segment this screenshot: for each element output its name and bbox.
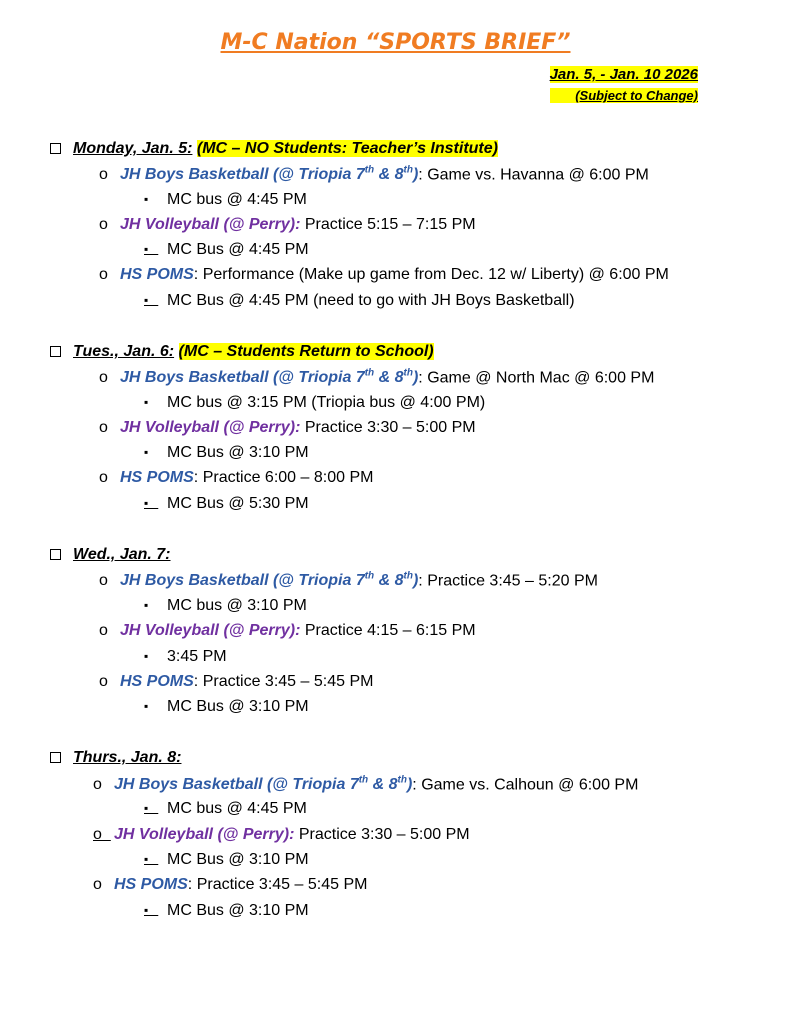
list-item: o HS POMS: Performance (Make up game from Dec. 12 w/ Liberty) @ 6:00 PM <box>99 266 669 283</box>
page-title: M-C Nation “SPORTS BRIEF” <box>220 30 571 55</box>
list-item: o JH Volleyball (@ Perry): Practice 4:15 – 6:15 PM <box>99 622 476 639</box>
square-bullet-icon: ▪ <box>144 242 159 256</box>
sub-item: ▪ MC Bus @ 5:30 PM <box>144 495 309 512</box>
list-item: o HS POMS: Practice 6:00 – 8:00 PM <box>99 469 374 486</box>
checkbox-bullet-icon <box>50 346 61 357</box>
square-bullet-icon: ▪ <box>144 903 159 917</box>
list-item: o JH Boys Basketball (@ Triopia 7th & 8th): Game @ North Mac @ 6:00 PM <box>99 368 655 387</box>
checkbox-bullet-icon <box>50 549 61 560</box>
sub-item: ▪ MC Bus @ 3:10 PM <box>144 698 309 715</box>
square-bullet-icon: ▪ <box>144 649 149 663</box>
checkbox-bullet-icon <box>50 143 61 154</box>
sub-item: ▪ MC bus @ 4:45 PM <box>144 191 307 208</box>
list-item: o JH Volleyball (@ Perry): Practice 5:15 – 7:15 PM <box>99 216 476 233</box>
day-note: (MC – Students Return to School) <box>178 343 434 360</box>
day-note: (MC – NO Students: Teacher’s Institute) <box>196 140 498 157</box>
list-item: o JH Volleyball (@ Perry): Practice 3:30 – 5:00 PM <box>93 826 470 843</box>
sub-item: ▪ MC Bus @ 4:45 PM (need to go with JH Boys Basketball) <box>144 292 575 309</box>
sub-item: ▪ MC Bus @ 4:45 PM <box>144 241 309 258</box>
sub-item: ▪ MC bus @ 3:10 PM <box>144 597 307 614</box>
square-bullet-icon: ▪ <box>144 496 159 510</box>
checkbox-bullet-icon <box>50 752 61 763</box>
square-bullet-icon: ▪ <box>144 852 159 866</box>
square-bullet-icon: ▪ <box>144 445 149 459</box>
list-item: o JH Boys Basketball (@ Triopia 7th & 8th): Game vs. Calhoun @ 6:00 PM <box>93 775 639 794</box>
subject-note: (Subject to Change) <box>575 88 698 103</box>
square-bullet-icon: ▪ <box>144 699 149 713</box>
square-bullet-icon: ▪ <box>144 801 159 815</box>
date-range: Jan. 5, - Jan. 10 2026 <box>549 66 698 83</box>
list-item: o JH Boys Basketball (@ Triopia 7th & 8th): Game vs. Havanna @ 6:00 PM <box>99 165 649 184</box>
list-item: o HS POMS: Practice 3:45 – 5:45 PM <box>99 673 374 690</box>
date-block <box>550 66 698 103</box>
square-bullet-icon: ▪ <box>144 293 159 307</box>
square-bullet-icon: ▪ <box>144 192 149 206</box>
sub-item: ▪ 3:45 PM <box>144 648 227 665</box>
list-item: o HS POMS: Practice 3:45 – 5:45 PM <box>93 876 368 893</box>
sub-item: ▪ MC bus @ 4:45 PM <box>144 800 307 817</box>
sub-item: ▪ MC Bus @ 3:10 PM <box>144 902 309 919</box>
day-heading-thursday: Thurs., Jan. 8: <box>50 749 181 767</box>
sub-item: ▪ MC Bus @ 3:10 PM <box>144 444 309 461</box>
day-heading-tuesday: Tues., Jan. 6: (MC – Students Return to School) <box>50 343 434 361</box>
sub-item: ▪ MC Bus @ 3:10 PM <box>144 851 309 868</box>
day-heading-monday: Monday, Jan. 5: (MC – NO Students: Teacher’s Institute) <box>50 140 498 158</box>
sub-item: ▪ MC bus @ 3:15 PM (Triopia bus @ 4:00 PM) <box>144 394 486 411</box>
list-item: o JH Volleyball (@ Perry): Practice 3:30 – 5:00 PM <box>99 419 476 436</box>
square-bullet-icon: ▪ <box>144 598 149 612</box>
square-bullet-icon: ▪ <box>144 395 149 409</box>
list-item: o JH Boys Basketball (@ Triopia 7th & 8th): Practice 3:45 – 5:20 PM <box>99 571 598 590</box>
day-heading-wednesday: Wed., Jan. 7: <box>50 546 171 564</box>
